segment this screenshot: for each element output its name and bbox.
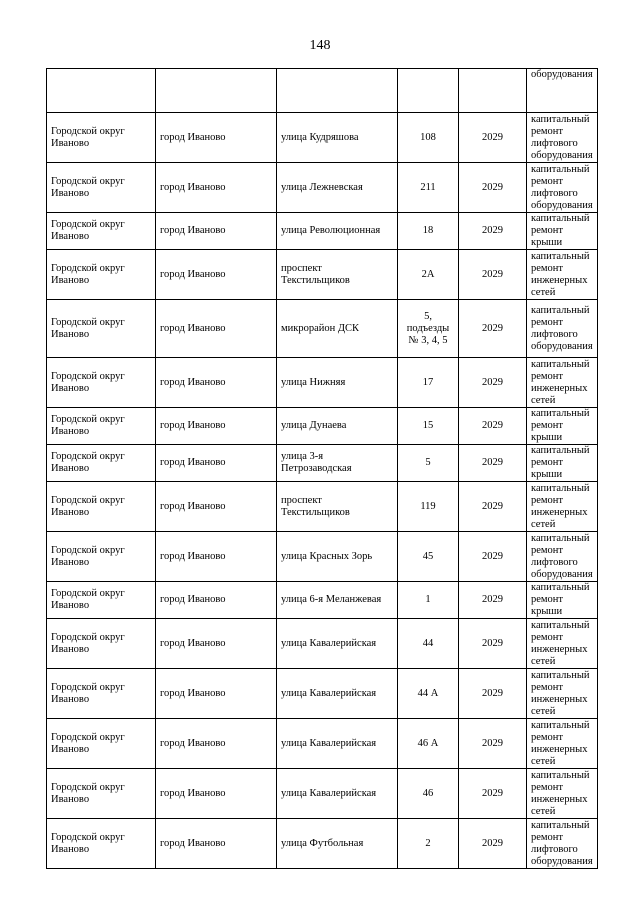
row-city-cell: город Иваново	[156, 532, 277, 582]
row-city-cell: город Иваново	[156, 669, 277, 719]
row-work-cell: капитальный ремонт крыши	[527, 582, 598, 619]
row-street-cell	[277, 69, 398, 113]
row-house-cell: 46	[398, 769, 459, 819]
row-work-cell: капитальный ремонт инженерных сетей	[527, 669, 598, 719]
row-work-cell: капитальный ремонт лифтового оборудования	[527, 113, 598, 163]
table-row	[47, 819, 598, 869]
row-work-cell: капитальный ремонт лифтового оборудования	[527, 300, 598, 358]
row-city-cell: город Иваново	[156, 445, 277, 482]
row-house-cell: 17	[398, 358, 459, 408]
row-street-cell: улица Красных Зорь	[277, 532, 398, 582]
row-house-cell: 5	[398, 445, 459, 482]
row-street-cell: улица Кавалерийская	[277, 769, 398, 819]
row-region-cell	[47, 69, 156, 113]
row-year-cell: 2029	[459, 445, 527, 482]
row-work-cell: капитальный ремонт инженерных сетей	[527, 619, 598, 669]
table-row	[47, 769, 598, 819]
table-row	[47, 358, 598, 408]
row-house-cell: 15	[398, 408, 459, 445]
row-street-cell: улица Кудряшова	[277, 113, 398, 163]
row-street-cell: улица Нижняя	[277, 358, 398, 408]
row-city-cell: город Иваново	[156, 163, 277, 213]
row-work-cell: капитальный ремонт крыши	[527, 213, 598, 250]
row-house-cell: 5, подъезды № 3, 4, 5	[398, 300, 459, 358]
table-row	[47, 532, 598, 582]
row-region-cell: Городской округ Иваново	[47, 213, 156, 250]
table-row	[47, 669, 598, 719]
row-street-cell: улица 6-я Меланжевая	[277, 582, 398, 619]
row-region-cell: Городской округ Иваново	[47, 769, 156, 819]
row-street-cell: улица Футбольная	[277, 819, 398, 869]
row-city-cell: город Иваново	[156, 482, 277, 532]
row-city-cell: город Иваново	[156, 719, 277, 769]
row-region-cell: Городской округ Иваново	[47, 532, 156, 582]
row-city-cell	[156, 69, 277, 113]
row-city-cell: город Иваново	[156, 358, 277, 408]
row-house-cell: 119	[398, 482, 459, 532]
row-region-cell: Городской округ Иваново	[47, 358, 156, 408]
row-year-cell: 2029	[459, 113, 527, 163]
table-row	[47, 113, 598, 163]
row-street-cell: улица Революционная	[277, 213, 398, 250]
row-city-cell: город Иваново	[156, 300, 277, 358]
row-street-cell: улица Лежневская	[277, 163, 398, 213]
row-city-cell: город Иваново	[156, 619, 277, 669]
row-street-cell: улица Дунаева	[277, 408, 398, 445]
row-city-cell: город Иваново	[156, 769, 277, 819]
row-city-cell: город Иваново	[156, 113, 277, 163]
row-city-cell: город Иваново	[156, 582, 277, 619]
row-house-cell: 108	[398, 113, 459, 163]
row-work-cell: капитальный ремонт инженерных сетей	[527, 250, 598, 300]
row-year-cell	[459, 69, 527, 113]
table-row	[47, 408, 598, 445]
row-year-cell: 2029	[459, 358, 527, 408]
row-year-cell: 2029	[459, 669, 527, 719]
row-street-cell: проспект Текстильщиков	[277, 482, 398, 532]
table-row	[47, 250, 598, 300]
row-work-cell: капитальный ремонт инженерных сетей	[527, 719, 598, 769]
row-year-cell: 2029	[459, 163, 527, 213]
row-work-cell: капитальный ремонт крыши	[527, 408, 598, 445]
row-region-cell: Городской округ Иваново	[47, 408, 156, 445]
row-year-cell: 2029	[459, 619, 527, 669]
row-house-cell: 44	[398, 619, 459, 669]
row-year-cell: 2029	[459, 300, 527, 358]
page-number: 148	[309, 38, 331, 53]
row-house-cell: 211	[398, 163, 459, 213]
row-year-cell: 2029	[459, 250, 527, 300]
row-street-cell: проспект Текстильщиков	[277, 250, 398, 300]
row-year-cell: 2029	[459, 482, 527, 532]
row-year-cell: 2029	[459, 532, 527, 582]
row-street-cell: улица Кавалерийская	[277, 719, 398, 769]
row-region-cell: Городской округ Иваново	[47, 619, 156, 669]
row-work-cell: капитальный ремонт лифтового оборудования	[527, 163, 598, 213]
row-year-cell: 2029	[459, 213, 527, 250]
row-work-cell: капитальный ремонт инженерных сетей	[527, 482, 598, 532]
row-house-cell: 1	[398, 582, 459, 619]
row-city-cell: город Иваново	[156, 250, 277, 300]
row-work-cell: капитальный ремонт лифтового оборудования	[527, 819, 598, 869]
table-row	[47, 445, 598, 482]
row-region-cell: Городской округ Иваново	[47, 113, 156, 163]
row-street-cell: улица 3-я Петрозаводская	[277, 445, 398, 482]
row-year-cell: 2029	[459, 408, 527, 445]
row-year-cell: 2029	[459, 819, 527, 869]
row-city-cell: город Иваново	[156, 213, 277, 250]
row-street-cell: улица Кавалерийская	[277, 619, 398, 669]
table-row	[47, 619, 598, 669]
table-row	[47, 300, 598, 358]
row-region-cell: Городской округ Иваново	[47, 582, 156, 619]
row-work-cell: капитальный ремонт инженерных сетей	[527, 358, 598, 408]
table-row	[47, 69, 598, 113]
table-row	[47, 213, 598, 250]
row-city-cell: город Иваново	[156, 819, 277, 869]
row-house-cell: 18	[398, 213, 459, 250]
row-house-cell: 2	[398, 819, 459, 869]
row-work-cell: капитальный ремонт крыши	[527, 445, 598, 482]
row-street-cell: микрорайон ДСК	[277, 300, 398, 358]
row-region-cell: Городской округ Иваново	[47, 163, 156, 213]
row-house-cell: 46 А	[398, 719, 459, 769]
row-house-cell	[398, 69, 459, 113]
row-work-cell: капитальный ремонт инженерных сетей	[527, 769, 598, 819]
row-region-cell: Городской округ Иваново	[47, 300, 156, 358]
table-row	[47, 719, 598, 769]
row-region-cell: Городской округ Иваново	[47, 669, 156, 719]
row-house-cell: 2А	[398, 250, 459, 300]
row-region-cell: Городской округ Иваново	[47, 819, 156, 869]
row-region-cell: Городской округ Иваново	[47, 482, 156, 532]
table-row	[47, 482, 598, 532]
row-city-cell: город Иваново	[156, 408, 277, 445]
table-row	[47, 163, 598, 213]
row-house-cell: 44 А	[398, 669, 459, 719]
row-street-cell: улица Кавалерийская	[277, 669, 398, 719]
row-house-cell: 45	[398, 532, 459, 582]
row-region-cell: Городской округ Иваново	[47, 445, 156, 482]
row-region-cell: Городской округ Иваново	[47, 719, 156, 769]
row-year-cell: 2029	[459, 769, 527, 819]
row-year-cell: 2029	[459, 582, 527, 619]
row-work-cell: капитальный ремонт лифтового оборудования	[527, 532, 598, 582]
row-year-cell: 2029	[459, 719, 527, 769]
row-work-cell: оборудования	[527, 69, 598, 113]
row-region-cell: Городской округ Иваново	[47, 250, 156, 300]
table-row	[47, 582, 598, 619]
repair-schedule-table	[46, 68, 598, 869]
